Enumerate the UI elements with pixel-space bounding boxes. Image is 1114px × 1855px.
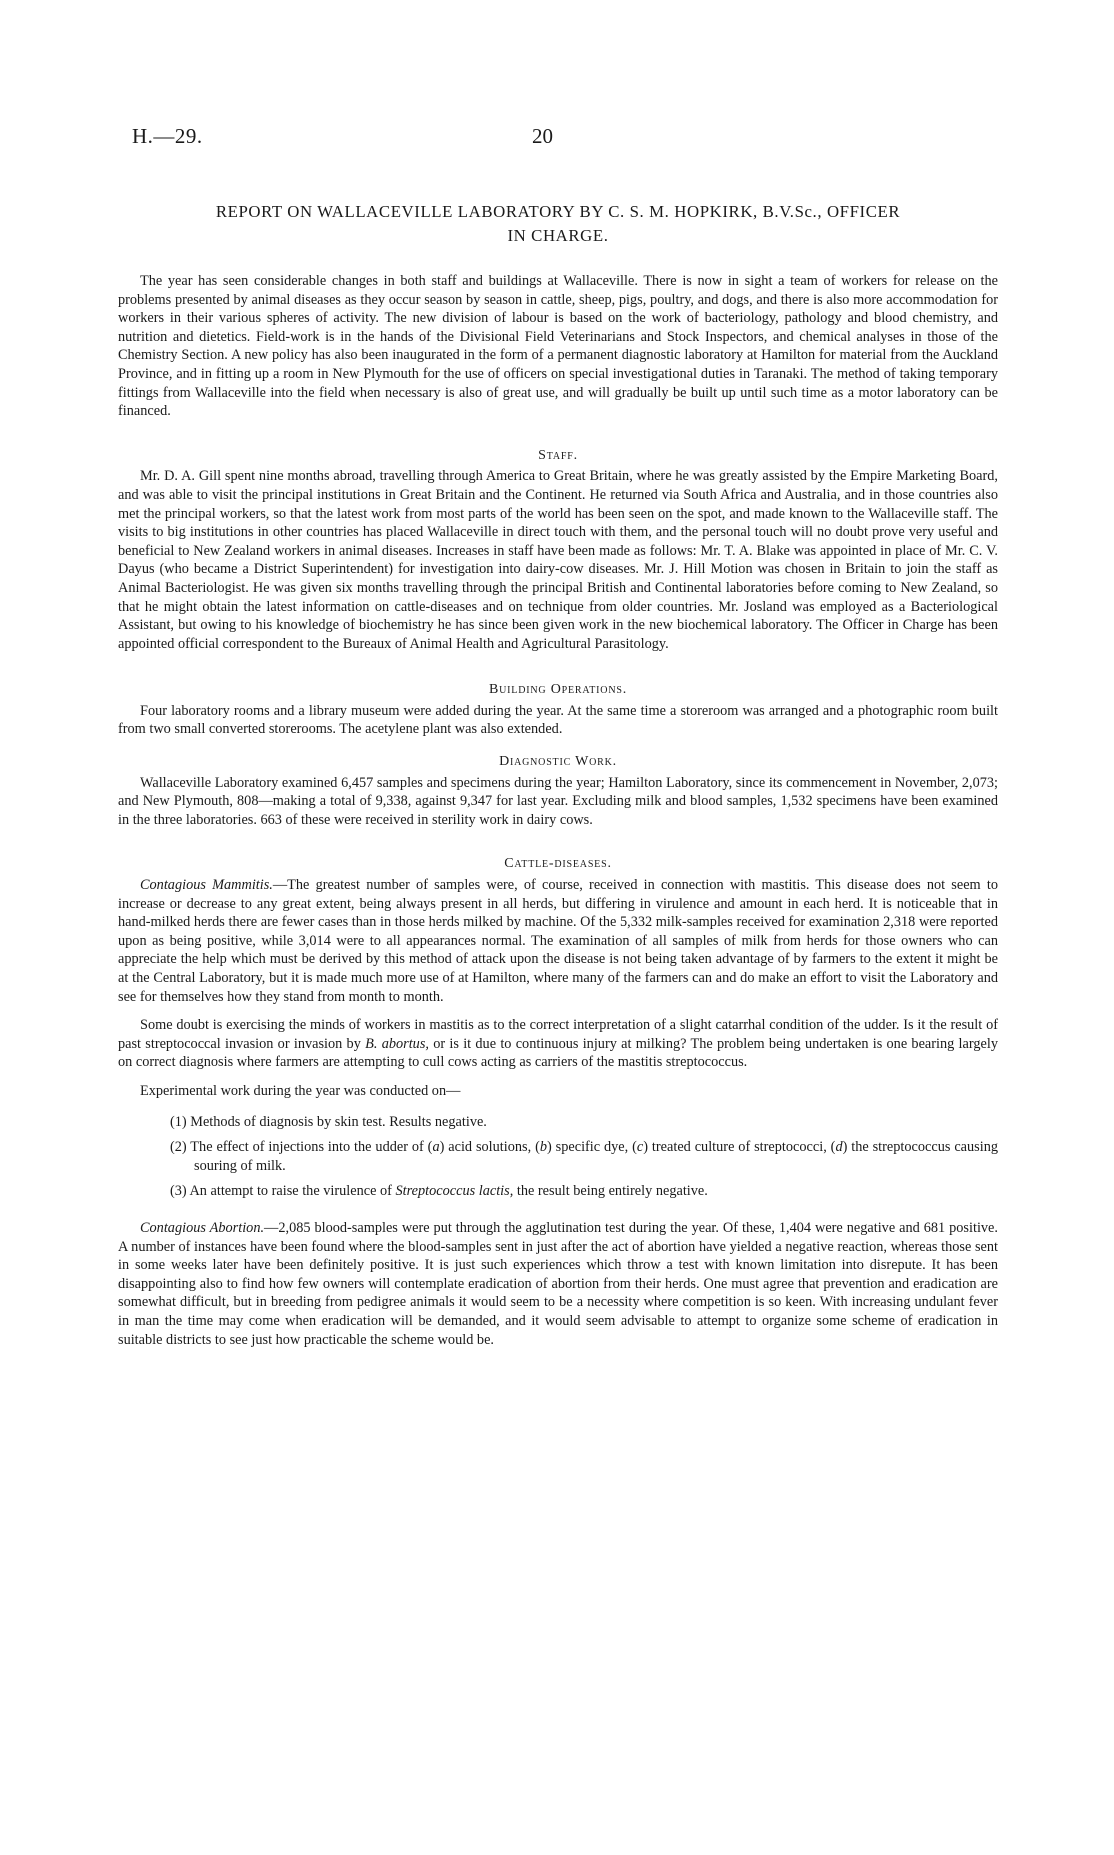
item3-part-a: (3) An attempt to raise the virulence of — [170, 1183, 396, 1200]
doubt-text-c: or is it due to continuous injury at milking? The problem being undertaken is one bearing largely on correct diagnosis where farmers are attempting to cull cows acting as carriers of the mastitis streptococcus. — [118, 1035, 998, 1071]
doubt-abortus: B. abortus, — [365, 1035, 429, 1052]
item2-part-b: ) acid solutions, ( — [439, 1139, 540, 1156]
cattle-diseases-heading: Cattle-diseases. — [504, 856, 612, 872]
item2-letter-b: b — [539, 1139, 547, 1156]
building-operations-heading: Building Operations. — [489, 682, 627, 698]
diagnostic-work-paragraph: Wallaceville Laboratory examined 6,457 samples and specimens during the year; Hamilton Laboratory, since its commencement in November, 2,073; and New Plymouth, 808—making a total of 9,338, against 9,347 for last year. Excluding milk and blood samples, 1,532 specimens have been examined in the three laboratories. 663 of these were received in sterility work in dairy cows. — [118, 774, 998, 828]
item2-part-e: ) the streptococcus causing souring of milk. — [194, 1139, 999, 1174]
section-reference: H.—29. — [132, 124, 203, 148]
abortion-paragraph — [118, 1219, 998, 1349]
building-operations-paragraph: Four laboratory rooms and a library museum were added during the year. At the same time a storeroom was arranged and a photographic room built from two small converted storerooms. The acetylene plant was also extended. — [118, 702, 998, 738]
report-title — [118, 200, 998, 248]
staff-heading: Staff. — [538, 447, 578, 463]
staff-paragraph: Mr. D. A. Gill spent nine months abroad, travelling through America to Great Britain, where he was greatly assisted by the Empire Marketing Board, and was able to visit the principal institutions in Great Britain and the Continent. He returned via South Africa and Australia, and in those countries also met the principal workers, so that the latest work from most parts of the world has been seen on the spot, and made known to the Wallaceville staff. The visits to big institutions in other countries has placed Wallaceville in direct touch with them, and the personal touch will no doubt prove very useful and beneficial to New Zealand workers in animal diseases. Increases in staff have been made as follows: Mr. T. A. Blake was appointed in place of Mr. C. V. Dayus (who became a District Superintendent) for investigation into dairy-cow diseases. Mr. J. Hill Motion was chosen in Britain to join the staff as Animal Bacteriologist. He was given six months travelling through the principal British and Continental laboratories before coming to New Zealand, so that he might obtain the latest information on cattle-diseases and on technique from older countries. Mr. Josland was employed as a Bacteriological Assistant, but owing to his knowledge of biochemistry he has since been given work in the new biochemical laboratory. The Officer in Charge has been appointed official correspondent to the Bureaux of Animal Health and Agricultural Parasitology. — [118, 468, 998, 652]
report-title-line-2: IN CHARGE. — [507, 226, 609, 245]
diagnostic-work-heading: Diagnostic Work. — [499, 754, 617, 770]
doubt-paragraph — [118, 1016, 998, 1072]
mammitis-paragraph — [118, 876, 998, 1006]
doubt-text-a: Some doubt is exercising the minds of workers in mastitis as to the correct interpretation of a slight catarrhal condition of the udder. Is it the result of past streptococcal invasion or invasion by — [118, 1017, 998, 1052]
item2-letter-c: c — [636, 1139, 644, 1156]
experimental-item-1: (1) Methods of diagnosis by skin test. Results negative. — [170, 1113, 487, 1130]
experimental-item-2 — [170, 1138, 998, 1175]
experimental-list — [118, 1113, 998, 1201]
item2-part-a: (2) The effect of injections into the udder of ( — [170, 1139, 433, 1156]
item3-species: Streptococcus lactis, — [395, 1183, 514, 1200]
mammitis-text: —The greatest number of samples were, of course, received in connection with mastitis. This disease does not seem to increase or decrease to any great extent, being always present in all herds, but differing in virulence and amount in each herd. It is noticeable that in hand-milked herds there are fewer cases than in those herds milked by machine. Of the 5,332 milk-samples received for examination 2,318 were reported upon as being positive, while 3,014 were to all appearances normal. The examination of all samples of milk from herds for those owners who can appreciate the help which must be derived by this method of attack upon the disease is not being taken advantage of by farmers to the extent it might be at the Central Laboratory, but it is made much more use of at Hamilton, where many of the farmers can and do make an effort to visit the Laboratory and see for themselves how they stand from month to month. — [118, 877, 998, 1005]
intro-paragraph: The year has seen considerable changes in both staff and buildings at Wallaceville. There is now in sight a team of workers for release on the problems presented by animal diseases as they occur season by season in cattle, sheep, pigs, poultry, and dogs, and there is also more accommodation for workers in their various spheres of activity. The new division of labour is based on the work of bacteriology, pathology and blood chemistry, and nutrition and dietetics. Field-work is in the hands of the Divisional Field Veterinarians and Stock Inspectors, and chemical analyses in those of the Chemistry Section. A new policy has also been inaugurated in the form of a permanent diagnostic laboratory at Hamilton for material from the Auckland Province, and in fitting up a room in New Plymouth for the use of officers on special investigational duties in Taranaki. The method of taking temporary fittings from Wallaceville into the field when necessary is also of great use, and will gradually be built up until such time as a motor laboratory can be financed. — [118, 273, 998, 420]
item2-part-d: ) treated culture of streptococci, ( — [643, 1139, 836, 1156]
item2-letter-a: a — [432, 1139, 440, 1156]
experimental-intro: Experimental work during the year was conducted on— — [140, 1082, 461, 1099]
mammitis-title: Contagious Mammitis. — [140, 877, 273, 894]
item2-letter-d: d — [835, 1139, 843, 1156]
abortion-title: Contagious Abortion. — [140, 1219, 265, 1236]
item2-part-c: ) specific dye, ( — [547, 1139, 637, 1156]
report-body — [118, 272, 998, 1349]
abortion-text: —2,085 blood-samples were put through the agglutination test during the year. Of these, 1,404 were negative and 681 positive. A number of instances have been found where the blood-samples sent in just after the act of abortion have yielded a negative reaction, whereas those sent in some weeks later have been definitely positive. It is just such experiences which throw a test with known limitation into disrepute. It has been disappointing also to find how few owners will contemplate eradication of abortion from their herds. One must agree that prevention and eradication are somewhat difficult, but in breeding from pedigree animals it would seem to be a necessity where competition is so keen. With increasing undulant fever in man the time may come when eradication will be demanded, and it would seem advisable to attempt to organize some scheme of eradication in suitable districts to see just how practicable the scheme would be. — [118, 1219, 998, 1348]
item3-part-c: the result being entirely negative. — [513, 1183, 708, 1200]
report-title-line-1: REPORT ON WALLACEVILLE LABORATORY BY C. S. M. HOPKIRK, B.V.Sc., OFFICER — [215, 202, 901, 221]
page-number: 20 — [532, 124, 553, 148]
experimental-item-3 — [170, 1182, 998, 1201]
